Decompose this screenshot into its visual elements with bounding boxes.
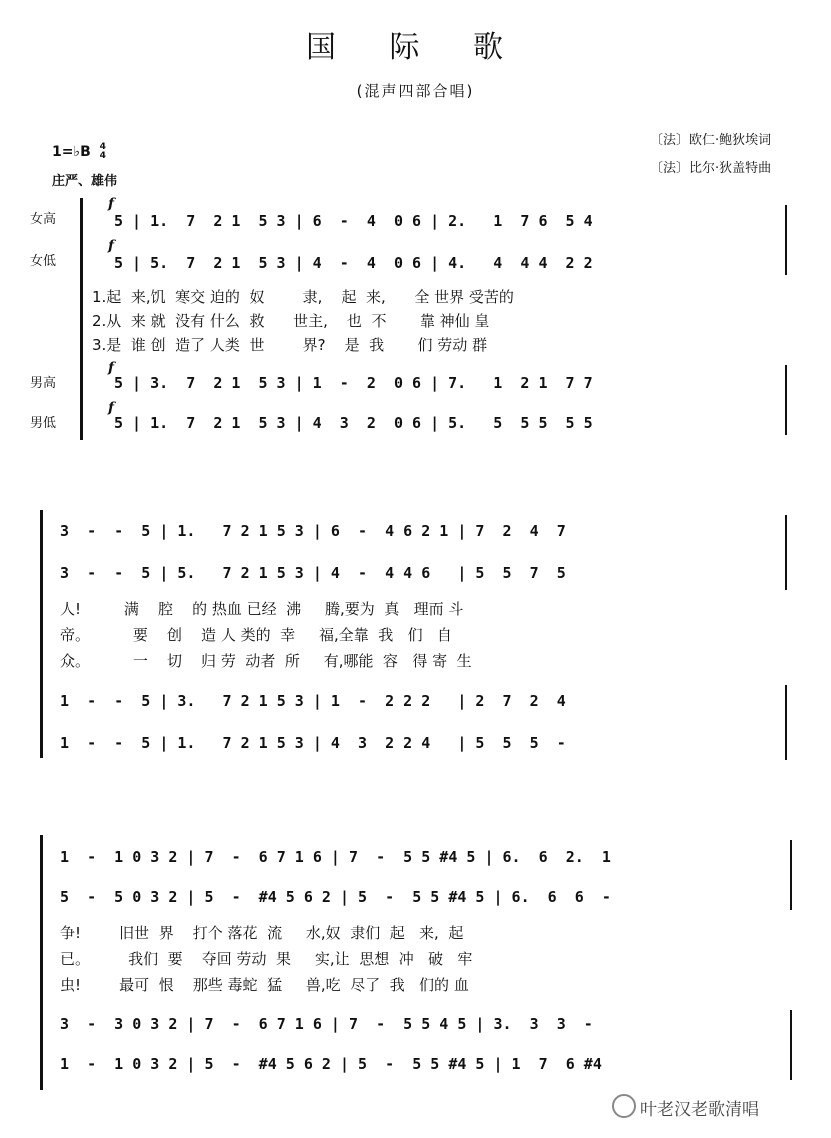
- key-signature: 1=♭B 4 4: [52, 142, 106, 161]
- barline: [785, 685, 787, 760]
- notation-line: 3 - 3 0 3 2 | 7 - 6 7 1 6 | 7 - 5 5 4 5 | 3. 3 3 -: [60, 1015, 593, 1033]
- notation-line: 5 | 1. 7 2 1 5 3 | 6 - 4 0 6 | 2. 1 7 6 5 4: [114, 212, 593, 230]
- notation-line: 5 | 3. 7 2 1 5 3 | 1 - 2 0 6 | 7. 1 2 1 7 7: [114, 374, 593, 392]
- barline: [790, 1010, 792, 1080]
- voice-label-soprano: 女高: [30, 212, 57, 227]
- composer-credit: 〔法〕比尔·狄盖特曲: [650, 161, 772, 176]
- notation-line: 5 | 5. 7 2 1 5 3 | 4 - 4 0 6 | 4. 4 4 4 2 2: [114, 254, 593, 272]
- notation-line: 1 - - 5 | 3. 7 2 1 5 3 | 1 - 2 2 2 | 2 7 2 4: [60, 692, 566, 710]
- system-brace: [40, 835, 43, 1090]
- lyric-line: 众。 一 切 归 劳 动者 所 有,哪能 容 得 寄 生: [60, 652, 472, 670]
- system-brace: [40, 510, 43, 758]
- song-title: 国 际 歌: [305, 30, 526, 65]
- tempo-marking: 庄严、雄伟: [52, 174, 118, 189]
- notation-line: 1 - 1 0 3 2 | 5 - #4 5 6 2 | 5 - 5 5 #4 5 | 1 7 6 #4: [60, 1055, 602, 1073]
- system-brace: [80, 198, 83, 440]
- notation-line: 5 | 1. 7 2 1 5 3 | 4 3 2 0 6 | 5. 5 5 5 5 5: [114, 414, 593, 432]
- lyric-line: 人! 满 腔 的 热血 已经 沸 腾,要为 真 理而 斗: [60, 600, 464, 618]
- lyric-line: 1.起 来,饥 寒交 迫的 奴 隶, 起 来, 全 世界 受苦的: [92, 288, 514, 306]
- notation-line: 1 - - 5 | 1. 7 2 1 5 3 | 4 3 2 2 4 | 5 5 5 -: [60, 734, 566, 752]
- barline: [790, 840, 792, 910]
- lyric-line: 2.从 来 就 没有 什么 救 世主, 也 不 靠 神仙 皇: [92, 312, 490, 330]
- voice-label-alto: 女低: [30, 254, 57, 269]
- barline: [785, 515, 787, 590]
- lyricist-credit: 〔法〕欧仁·鲍狄埃词: [650, 133, 772, 148]
- time-signature: 4 4: [99, 142, 106, 161]
- watermark: 叶老汉老歌清唱: [640, 1100, 759, 1120]
- voice-label-tenor: 男高: [30, 376, 57, 391]
- lyric-line: 已。 我们 要 夺回 劳动 果 实,让 思想 冲 破 牢: [60, 950, 473, 968]
- notation-line: 1 - 1 0 3 2 | 7 - 6 7 1 6 | 7 - 5 5 #4 5 | 6. 6 2. 1: [60, 848, 611, 866]
- lyric-line: 3.是 谁 创 造了 人类 世 界? 是 我 们 劳动 群: [92, 336, 488, 354]
- wechat-icon: [612, 1094, 636, 1118]
- lyric-line: 虫! 最可 恨 那些 毒蛇 猛 兽,吃 尽了 我 们的 血: [60, 976, 469, 994]
- dynamic-mark: f: [108, 196, 115, 212]
- dynamic-mark: f: [108, 400, 115, 416]
- song-subtitle: (混声四部合唱): [356, 82, 475, 100]
- lyric-line: 争! 旧世 界 打个 落花 流 水,奴 隶们 起 来, 起: [60, 924, 464, 942]
- lyric-line: 帝。 要 创 造 人 类的 幸 福,全靠 我 们 自: [60, 626, 452, 644]
- dynamic-mark: f: [108, 360, 115, 376]
- notation-line: 3 - - 5 | 1. 7 2 1 5 3 | 6 - 4 6 2 1 | 7 2 4 7: [60, 522, 566, 540]
- barline: [785, 365, 787, 435]
- voice-label-bass: 男低: [30, 416, 57, 431]
- barline: [785, 205, 787, 275]
- notation-line: 3 - - 5 | 5. 7 2 1 5 3 | 4 - 4 4 6 | 5 5 7 5: [60, 564, 566, 582]
- notation-line: 5 - 5 0 3 2 | 5 - #4 5 6 2 | 5 - 5 5 #4 5 | 6. 6 6 -: [60, 888, 611, 906]
- dynamic-mark: f: [108, 238, 115, 254]
